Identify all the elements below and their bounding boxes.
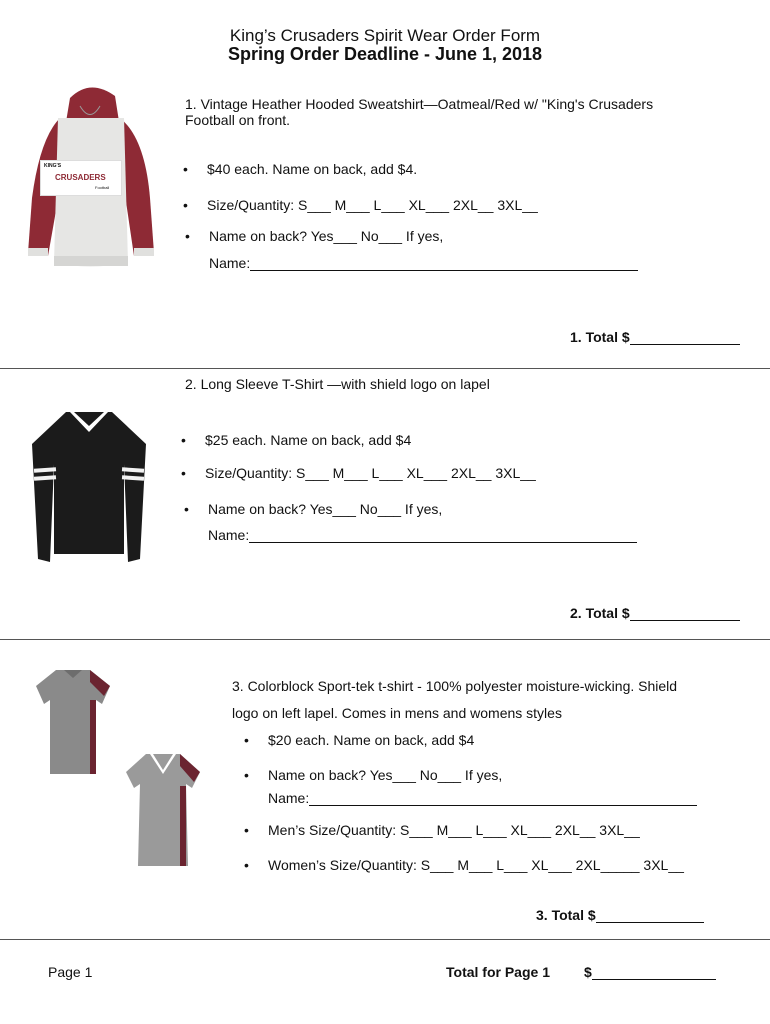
item1-description-line1: 1. Vintage Heather Hooded Sweatshirt—Oatmeal/Red w/ "King's Crusaders bbox=[185, 96, 654, 112]
section-divider-1 bbox=[0, 368, 770, 369]
item3-name-on-back[interactable]: • Name on back? Yes___ No___ If yes, bbox=[268, 767, 502, 783]
logo-small-text: KING'S bbox=[44, 163, 62, 169]
item2-total-label: 2. Total $ bbox=[570, 605, 630, 621]
long-sleeve-tshirt-image bbox=[28, 404, 150, 566]
item3-name-field[interactable] bbox=[309, 791, 697, 806]
item3-price: • $20 each. Name on back, add $4 bbox=[268, 732, 474, 748]
form-title: King’s Crusaders Spirit Wear Order Form bbox=[229, 26, 541, 45]
order-deadline: Spring Order Deadline - June 1, 2018 bbox=[227, 44, 543, 64]
item1-description-line2: Football on front. bbox=[185, 112, 291, 128]
item2-name-label: Name: bbox=[208, 527, 250, 543]
item2-description: 2. Long Sleeve T-Shirt —with shield logo on lapel bbox=[185, 376, 490, 392]
item1-size-quantity[interactable]: • Size/Quantity: S___ M___ L___ XL___ 2XL__ 3XL__ bbox=[207, 197, 538, 213]
logo-main-text: CRUSADERS bbox=[55, 173, 106, 182]
item1-name-on-back[interactable]: • Name on back? Yes___ No___ If yes, bbox=[209, 228, 443, 244]
item1-price: • $40 each. Name on back, add $4. bbox=[207, 161, 417, 177]
womens-colorblock-tshirt-image bbox=[122, 752, 204, 870]
item3-womens-size-quantity[interactable]: • Women’s Size/Quantity: S___ M___ L___ XL___ 2XL_____ 3XL__ bbox=[268, 857, 684, 873]
item3-description-line1: 3. Colorblock Sport-tek t-shirt - 100% polyester moisture-wicking. Shield bbox=[232, 678, 678, 694]
page-total-dollar: $ bbox=[584, 964, 592, 980]
item3-total-label: 3. Total $ bbox=[536, 907, 596, 923]
item3-description-line2: logo on left lapel. Comes in mens and womens styles bbox=[232, 705, 562, 721]
item3-total-field[interactable] bbox=[596, 908, 704, 923]
item2-name-field[interactable] bbox=[249, 528, 637, 543]
section-divider-3 bbox=[0, 939, 770, 940]
item1-total-field[interactable] bbox=[630, 330, 740, 345]
item1-name-label: Name: bbox=[209, 255, 251, 271]
page-number: Page 1 bbox=[48, 964, 93, 980]
page-total-label: Total for Page 1 bbox=[446, 964, 550, 980]
item2-total-field[interactable] bbox=[630, 606, 740, 621]
item3-name-label: Name: bbox=[268, 790, 310, 806]
mens-colorblock-tshirt-image bbox=[34, 668, 112, 778]
item2-price: • $25 each. Name on back, add $4 bbox=[205, 432, 411, 448]
item3-mens-size-quantity[interactable]: • Men’s Size/Quantity: S___ M___ L___ XL___ 2XL__ 3XL__ bbox=[268, 822, 640, 838]
item1-total-label: 1. Total $ bbox=[570, 329, 630, 345]
page-total-field[interactable] bbox=[592, 965, 716, 980]
item1-name-field[interactable] bbox=[250, 256, 638, 271]
section-divider-2 bbox=[0, 639, 770, 640]
item2-name-on-back[interactable]: • Name on back? Yes___ No___ If yes, bbox=[208, 501, 442, 517]
item2-size-quantity[interactable]: • Size/Quantity: S___ M___ L___ XL___ 2XL__ 3XL__ bbox=[205, 465, 536, 481]
crusaders-logo bbox=[40, 160, 122, 196]
logo-sub-text: Football bbox=[95, 185, 110, 190]
